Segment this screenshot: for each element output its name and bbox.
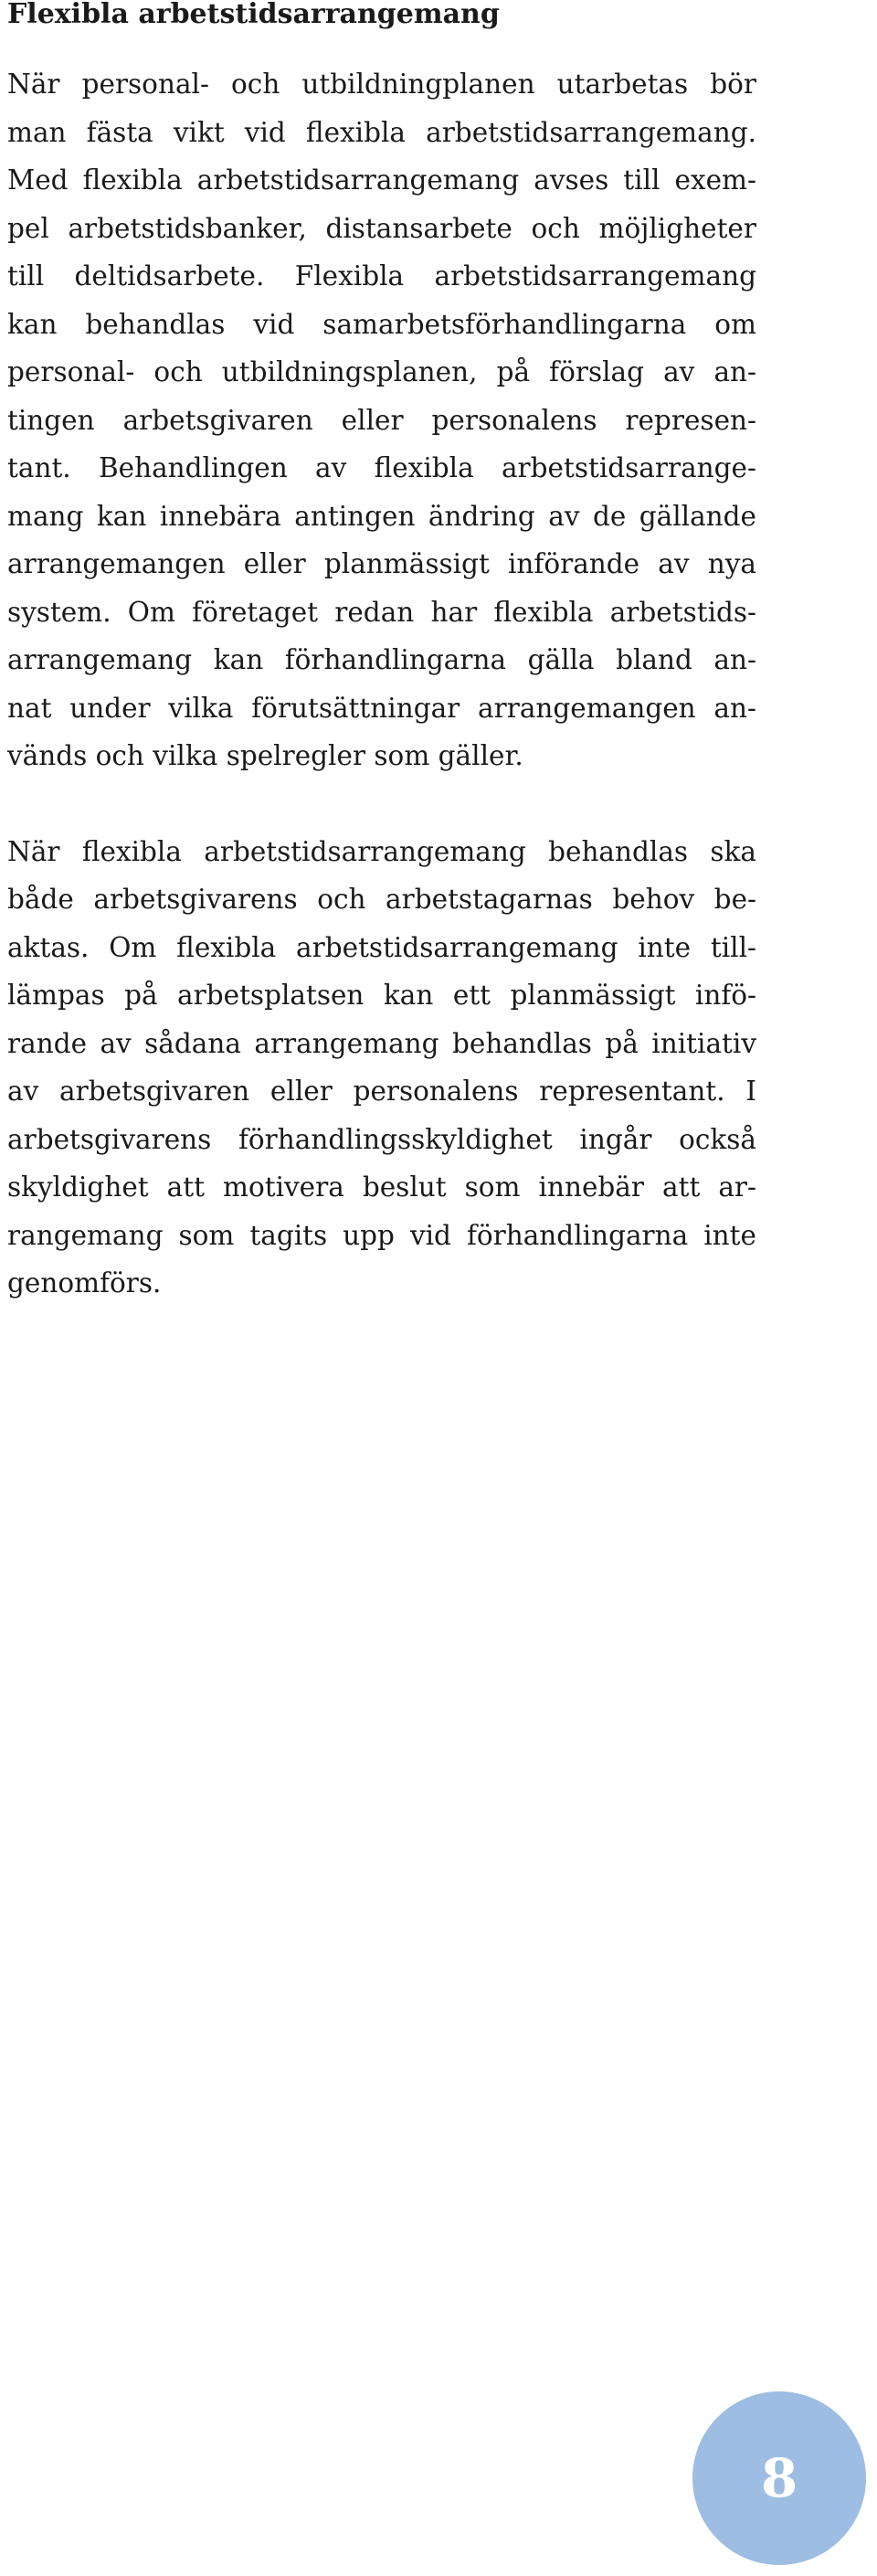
- text-line: system. Om företaget redan har flexibla arbetstids-: [7, 596, 756, 628]
- page-number-badge: [692, 2391, 866, 2565]
- text-line: aktas. Om flexibla arbetstidsarrangemang inte till-: [7, 931, 756, 963]
- text-line: lämpas på arbetsplatsen kan ett planmässigt infö-: [7, 980, 756, 1011]
- text-line: av arbetsgivaren eller personalens representant. I: [7, 1076, 756, 1107]
- text-line: arrangemangen eller planmässigt införande av nya: [7, 548, 756, 579]
- text-line: tant. Behandlingen av flexibla arbetstidsarrange-: [7, 452, 756, 483]
- text-line: skyldighet att motivera beslut som innebär att ar-: [7, 1171, 756, 1203]
- text-line: mang kan innebära antingen ändring av de gällande: [7, 500, 756, 532]
- text-line: rangemang som tagits upp vid förhandlingarna inte: [7, 1219, 756, 1251]
- text-line: arbetsgivarens förhandlingsskyldighet ingår också: [7, 1123, 756, 1155]
- document-page: [7, 0, 756, 1308]
- text-line: När personal- och utbildningplanen utarbetas bör: [7, 69, 756, 100]
- section-heading: Flexibla arbetstidsarrangemang: [7, 0, 500, 30]
- text-line: genomförs.: [7, 1267, 162, 1299]
- text-line: vänds och vilka spelregler som gäller.: [7, 740, 523, 771]
- text-line: arrangemang kan förhandlingarna gälla bland an-: [7, 644, 756, 675]
- text-line: När flexibla arbetstidsarrangemang behandlas ska: [7, 835, 756, 867]
- page-number: 8: [760, 2447, 798, 2509]
- text-line: kan behandlas vid samarbetsförhandlingarna om: [7, 308, 756, 340]
- text-line: både arbetsgivarens och arbetstagarnas behov be-: [7, 884, 756, 915]
- text-line: man fästa vikt vid flexibla arbetstidsarrangemang.: [7, 116, 756, 148]
- text-line: tingen arbetsgivaren eller personalens represen-: [7, 404, 756, 436]
- text-line: pel arbetstidsbanker, distansarbete och möjligheter: [7, 212, 756, 244]
- text-line: personal- och utbildningsplanen, på förslag av an-: [7, 356, 756, 387]
- paragraph-1: [7, 60, 756, 780]
- text-line: Med flexibla arbetstidsarrangemang avses till exem-: [7, 164, 756, 196]
- paragraph-spacer: [7, 780, 756, 828]
- paragraph-2: [7, 828, 756, 1308]
- text-line: rande av sådana arrangemang behandlas på initiativ: [7, 1027, 756, 1059]
- text-line: nat under vilka förutsättningar arrangemangen an-: [7, 692, 756, 724]
- text-line: till deltidsarbete. Flexibla arbetstidsarrangemang: [7, 260, 756, 292]
